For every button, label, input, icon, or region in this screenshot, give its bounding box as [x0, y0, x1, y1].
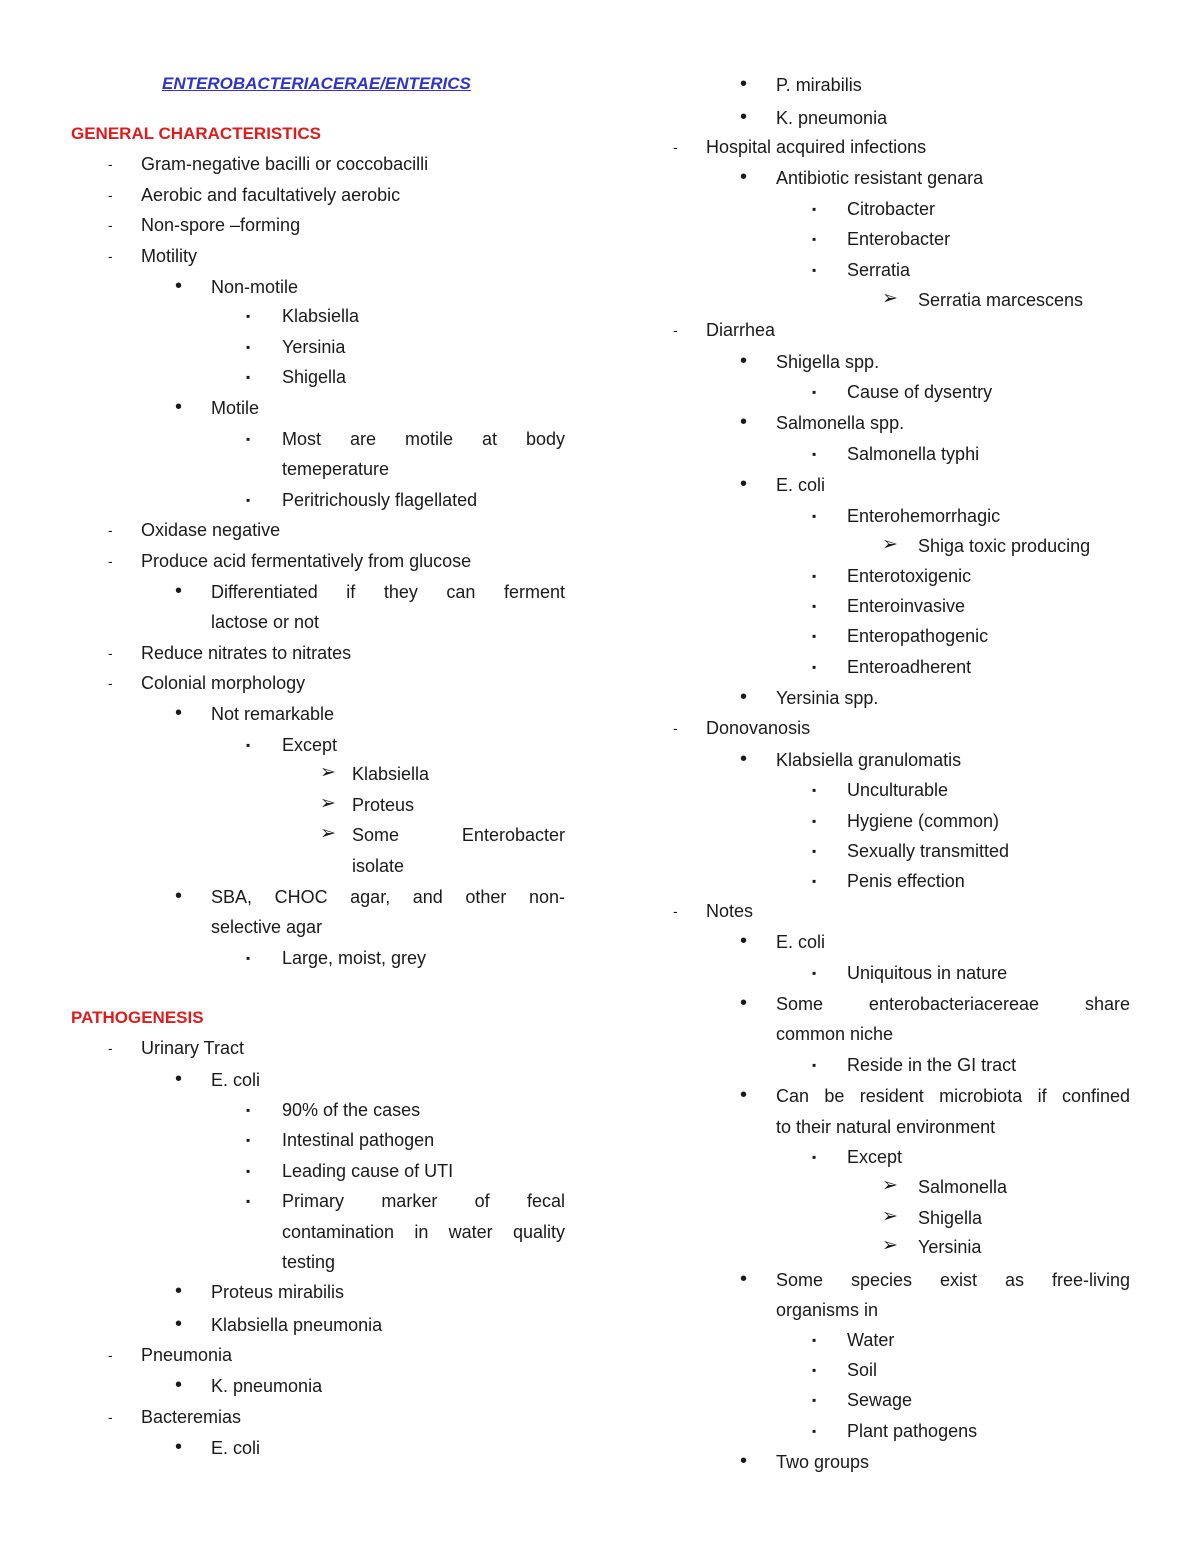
list-item-text: Primary marker of fecal	[282, 1191, 565, 1211]
list-item-text: Serratia	[847, 260, 911, 280]
arrow-bullet-icon: ➢	[882, 1235, 898, 1256]
list-item-text: Cause of dysentry	[847, 382, 993, 402]
list-item-text: Reside in the GI tract	[847, 1055, 1017, 1075]
list-item-text: Motile	[211, 398, 260, 418]
square-bullet-icon: ▪	[812, 874, 817, 888]
list-item-text: Aerobic and facultatively aerobic	[141, 185, 401, 205]
bullet-icon: •	[740, 1268, 748, 1290]
bullet-icon: •	[175, 1313, 183, 1335]
list-item-text: Salmonella	[918, 1177, 1008, 1197]
dash-marker: -	[108, 248, 113, 264]
page-title: ENTEROBACTERIACERAE/ENTERICS	[162, 74, 471, 93]
list-item-text: Produce acid fermentatively from glucose	[141, 551, 472, 571]
square-bullet-icon: ▪	[812, 1393, 817, 1407]
bullet-icon: •	[740, 1084, 748, 1106]
list-item-text: Large, moist, grey	[282, 948, 427, 968]
square-bullet-icon: ▪	[812, 263, 817, 277]
list-item-text: Differentiated if they can ferment	[211, 582, 565, 602]
list-item-text: E. coli	[776, 932, 826, 952]
list-item-text: Yersinia spp.	[776, 688, 879, 708]
list-item-text: Can be resident microbiota if confined	[776, 1086, 1130, 1106]
square-bullet-icon: ▪	[246, 1194, 251, 1208]
list-item-text: Oxidase negative	[141, 520, 281, 540]
list-item-text: Shigella spp.	[776, 352, 880, 372]
dash-marker: -	[108, 645, 113, 661]
list-item-text: organisms in	[776, 1300, 879, 1320]
list-item-text: SBA, CHOC agar, and other non-	[211, 887, 565, 907]
bullet-icon: •	[175, 702, 183, 724]
arrow-bullet-icon: ➢	[320, 793, 336, 814]
list-item-text: Motility	[141, 246, 198, 266]
dash-marker: -	[108, 1409, 113, 1425]
list-item-text: Enteropathogenic	[847, 626, 989, 646]
list-item-text: Except	[847, 1147, 903, 1167]
square-bullet-icon: ▪	[812, 660, 817, 674]
list-item-text: testing	[282, 1252, 336, 1272]
list-item-text: Serratia marcescens	[918, 290, 1084, 310]
list-item-text: Urinary Tract	[141, 1038, 245, 1058]
list-item-text: Klabsiella	[352, 764, 430, 784]
dash-marker: -	[108, 522, 113, 538]
list-item-text: Salmonella spp.	[776, 413, 905, 433]
list-item-text: temeperature	[282, 459, 390, 479]
square-bullet-icon: ▪	[246, 340, 251, 354]
list-item-text: Yersinia	[282, 337, 346, 357]
dash-marker: -	[108, 675, 113, 691]
bullet-icon: •	[175, 580, 183, 602]
list-item-text: K. pneumonia	[211, 1376, 323, 1396]
list-item-text: Penis effection	[847, 871, 965, 891]
list-item-text: Diarrhea	[706, 320, 776, 340]
bullet-icon: •	[740, 106, 748, 128]
list-item-text: 90% of the cases	[282, 1100, 421, 1120]
list-item-text: Antibiotic resistant genara	[776, 168, 984, 188]
square-bullet-icon: ▪	[812, 1363, 817, 1377]
square-bullet-icon: ▪	[812, 1333, 817, 1347]
square-bullet-icon: ▪	[812, 232, 817, 246]
list-item-text: Reduce nitrates to nitrates	[141, 643, 352, 663]
list-item-text: Klabsiella pneumonia	[211, 1315, 383, 1335]
list-item-text: Shigella	[918, 1208, 983, 1228]
square-bullet-icon: ▪	[812, 385, 817, 399]
list-item-text: Gram-negative bacilli or coccobacilli	[141, 154, 429, 174]
list-item-text: Klabsiella granulomatis	[776, 750, 962, 770]
dash-marker: -	[673, 720, 678, 736]
square-bullet-icon: ▪	[812, 569, 817, 583]
list-item-text: Citrobacter	[847, 199, 936, 219]
square-bullet-icon: ▪	[812, 1150, 817, 1164]
square-bullet-icon: ▪	[812, 1058, 817, 1072]
list-item-text: E. coli	[211, 1070, 261, 1090]
list-item-text: Shiga toxic producing	[918, 536, 1091, 556]
bullet-icon: •	[175, 1280, 183, 1302]
dash-marker: -	[108, 1040, 113, 1056]
square-bullet-icon: ▪	[246, 309, 251, 323]
arrow-bullet-icon: ➢	[882, 1206, 898, 1227]
list-item-text: contamination in water quality	[282, 1222, 565, 1242]
arrow-bullet-icon: ➢	[882, 534, 898, 555]
square-bullet-icon: ▪	[246, 1133, 251, 1147]
arrow-bullet-icon: ➢	[882, 1175, 898, 1196]
list-item-text: Shigella	[282, 367, 347, 387]
list-item-text: Except	[282, 735, 338, 755]
list-item-text: Most are motile at body	[282, 429, 565, 449]
list-item-text: Some enterobacteriacereae share	[776, 994, 1130, 1014]
bullet-icon: •	[740, 930, 748, 952]
square-bullet-icon: ▪	[246, 370, 251, 384]
square-bullet-icon: ▪	[246, 1164, 251, 1178]
list-item-text: Notes	[706, 901, 754, 921]
list-item-text: common niche	[776, 1024, 894, 1044]
list-item-text: selective agar	[211, 917, 323, 937]
list-item-text: E. coli	[776, 475, 826, 495]
square-bullet-icon: ▪	[812, 202, 817, 216]
square-bullet-icon: ▪	[812, 1424, 817, 1438]
list-item-text: Donovanosis	[706, 718, 811, 738]
bullet-icon: •	[740, 992, 748, 1014]
square-bullet-icon: ▪	[246, 738, 251, 752]
dash-marker: -	[673, 322, 678, 338]
bullet-icon: •	[740, 166, 748, 188]
section-heading: PATHOGENESIS	[71, 1008, 204, 1027]
bullet-icon: •	[175, 1436, 183, 1458]
list-item-text: Pneumonia	[141, 1345, 233, 1365]
list-item-text: Hospital acquired infections	[706, 137, 927, 157]
square-bullet-icon: ▪	[246, 951, 251, 965]
bullet-icon: •	[175, 885, 183, 907]
list-item-text: Enteroadherent	[847, 657, 972, 677]
bullet-icon: •	[740, 748, 748, 770]
bullet-icon: •	[740, 473, 748, 495]
list-item-text: Intestinal pathogen	[282, 1130, 435, 1150]
list-item-text: Enterotoxigenic	[847, 566, 972, 586]
dash-marker: -	[108, 187, 113, 203]
dash-marker: -	[108, 217, 113, 233]
square-bullet-icon: ▪	[812, 783, 817, 797]
square-bullet-icon: ▪	[812, 447, 817, 461]
square-bullet-icon: ▪	[812, 814, 817, 828]
list-item-text: to their natural environment	[776, 1117, 996, 1137]
list-item-text: Not remarkable	[211, 704, 335, 724]
list-item-text: Proteus	[352, 795, 415, 815]
list-item-text: E. coli	[211, 1438, 261, 1458]
list-item-text: Leading cause of UTI	[282, 1161, 454, 1181]
list-item-text: Enterobacter	[847, 229, 951, 249]
list-item-text: Soil	[847, 1360, 878, 1380]
bullet-icon: •	[175, 1068, 183, 1090]
bullet-icon: •	[740, 411, 748, 433]
square-bullet-icon: ▪	[246, 1103, 251, 1117]
bullet-icon: •	[740, 1450, 748, 1472]
dash-marker: -	[673, 139, 678, 155]
list-item-text: Unculturable	[847, 780, 949, 800]
list-item-text: isolate	[352, 856, 405, 876]
list-item-text: Some Enterobacter	[352, 825, 565, 845]
list-item-text: P. mirabilis	[776, 75, 862, 95]
list-item-text: Uniquitous in nature	[847, 963, 1008, 983]
square-bullet-icon: ▪	[812, 509, 817, 523]
list-item-text: Enteroinvasive	[847, 596, 966, 616]
list-item-text: Two groups	[776, 1452, 870, 1472]
square-bullet-icon: ▪	[246, 432, 251, 446]
list-item-text: Non-spore –forming	[141, 215, 301, 235]
list-item-text: Some species exist as free-living	[776, 1270, 1130, 1290]
list-item-text: Proteus mirabilis	[211, 1282, 345, 1302]
dash-marker: -	[108, 553, 113, 569]
bullet-icon: •	[175, 396, 183, 418]
list-item-text: lactose or not	[211, 612, 320, 632]
list-item-text: Water	[847, 1330, 895, 1350]
list-item-text: K. pneumonia	[776, 108, 888, 128]
list-item-text: Plant pathogens	[847, 1421, 978, 1441]
list-item-text: Salmonella typhi	[847, 444, 980, 464]
list-item-text: Peritrichously flagellated	[282, 490, 478, 510]
arrow-bullet-icon: ➢	[320, 823, 336, 844]
square-bullet-icon: ▪	[812, 844, 817, 858]
list-item-text: Sewage	[847, 1390, 913, 1410]
square-bullet-icon: ▪	[246, 493, 251, 507]
dash-marker: -	[108, 156, 113, 172]
square-bullet-icon: ▪	[812, 599, 817, 613]
list-item-text: Yersinia	[918, 1237, 982, 1257]
list-item-text: Colonial morphology	[141, 673, 306, 693]
square-bullet-icon: ▪	[812, 629, 817, 643]
square-bullet-icon: ▪	[812, 966, 817, 980]
arrow-bullet-icon: ➢	[882, 288, 898, 309]
list-item-text: Hygiene (common)	[847, 811, 1000, 831]
bullet-icon: •	[740, 350, 748, 372]
bullet-icon: •	[740, 686, 748, 708]
list-item-text: Bacteremias	[141, 1407, 242, 1427]
bullet-icon: •	[175, 275, 183, 297]
list-item-text: Klabsiella	[282, 306, 360, 326]
section-heading: GENERAL CHARACTERISTICS	[71, 124, 321, 143]
list-item-text: Non-motile	[211, 277, 299, 297]
arrow-bullet-icon: ➢	[320, 762, 336, 783]
bullet-icon: •	[175, 1374, 183, 1396]
dash-marker: -	[673, 903, 678, 919]
bullet-icon: •	[740, 73, 748, 95]
list-item-text: Sexually transmitted	[847, 841, 1010, 861]
list-item-text: Enterohemorrhagic	[847, 506, 1001, 526]
dash-marker: -	[108, 1347, 113, 1363]
